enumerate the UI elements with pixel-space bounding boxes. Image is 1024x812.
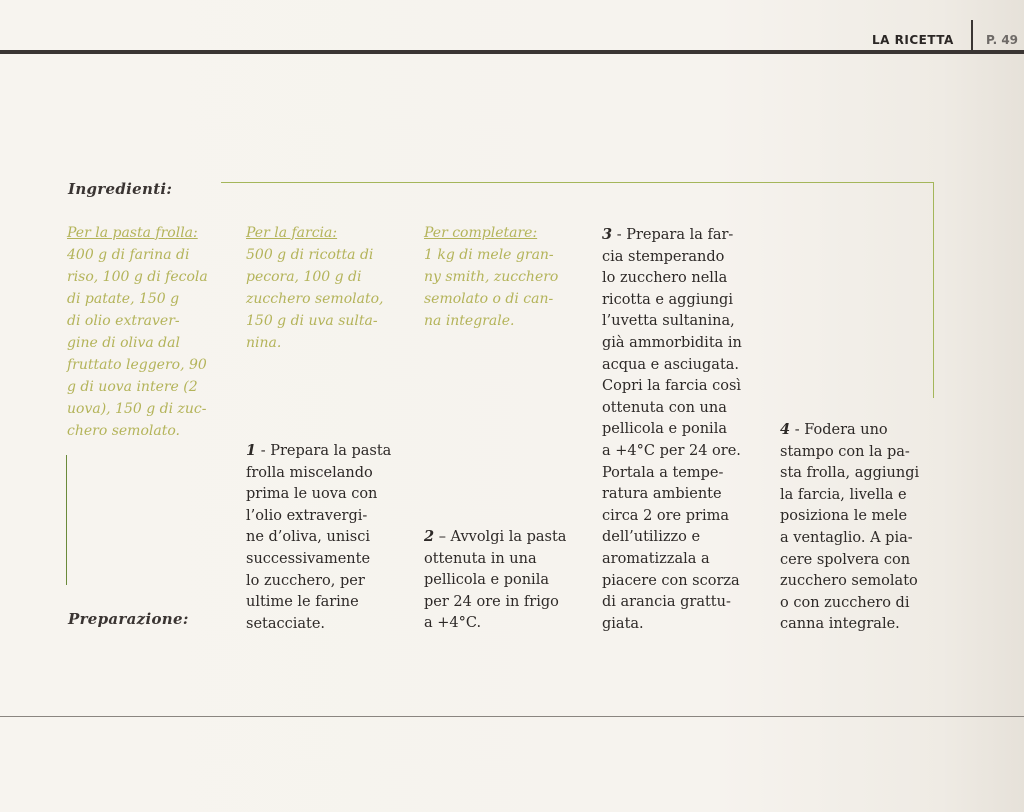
text-line: dell’utilizzo e: [602, 529, 701, 546]
text-line: l’olio extravergi-: [246, 507, 368, 524]
ingredient-group-title: Per la farcia:: [246, 225, 338, 241]
text-line: 500 g di ricotta di: [246, 247, 374, 263]
text-line: na integrale.: [424, 313, 515, 329]
text-line: di olio extraver-: [67, 313, 180, 329]
step-1: [246, 440, 416, 635]
text-line: Copri la farcia così: [602, 378, 742, 395]
text-line: aromatizzala a: [602, 550, 710, 567]
step-3: [602, 224, 774, 635]
text-line: - Prepara la pasta: [260, 443, 392, 459]
ingredients-heading: Ingredienti:: [68, 180, 173, 198]
text-line: 150 g di uva sulta-: [246, 313, 378, 329]
step-text: [424, 529, 566, 631]
step-text: [780, 422, 919, 632]
text-line: lo zucchero nella: [602, 270, 728, 287]
text-line: ottenuta in una: [424, 550, 537, 567]
text-line: posiziona le mele: [780, 508, 908, 525]
text-line: - Fodera uno: [794, 422, 888, 438]
text-line: prima le uova con: [246, 486, 378, 503]
text-line: setacciate.: [246, 615, 326, 632]
text-line: uova), 150 g di zuc-: [67, 401, 207, 417]
text-line: acqua e asciugata.: [602, 356, 740, 373]
text-line: a +4°C.: [424, 615, 482, 632]
text-line: semolato o di can-: [424, 291, 554, 307]
text-line: riso, 100 g di fecola: [67, 269, 208, 285]
text-line: per 24 ore in frigo: [424, 593, 559, 610]
text-line: pellicola e ponila: [602, 421, 727, 438]
text-line: – Avvolgi la pasta: [438, 529, 567, 545]
footer-rule: [0, 716, 1024, 717]
ingredient-lines: [246, 244, 406, 354]
text-line: ratura ambiente: [602, 486, 722, 503]
page-number: P. 49: [986, 33, 1019, 47]
step-text: [246, 443, 391, 632]
text-line: ultime le farine: [246, 594, 359, 611]
text-line: a +4°C per 24 ore.: [602, 442, 741, 459]
text-line: canna integrale.: [780, 616, 900, 633]
preparation-frame-left: [66, 455, 67, 585]
ingredients-frame-top: [221, 182, 934, 183]
text-line: chero semolato.: [67, 423, 180, 439]
text-line: circa 2 ore prima: [602, 507, 729, 524]
ingredients-pasta-frolla: [67, 222, 232, 442]
section-label: LA RICETTA: [872, 33, 954, 47]
text-line: o con zucchero di: [780, 594, 910, 611]
text-line: pellicola e ponila: [424, 572, 549, 589]
text-line: l’uvetta sultanina,: [602, 313, 735, 330]
text-line: la farcia, livella e: [780, 486, 907, 503]
text-line: 1 kg di mele gran-: [424, 247, 554, 263]
text-line: lo zucchero, per: [246, 572, 365, 589]
text-line: successivamente: [246, 550, 371, 567]
text-line: pecora, 100 g di: [246, 269, 362, 285]
text-line: nina.: [246, 335, 282, 351]
text-line: zucchero semolato: [780, 573, 918, 590]
text-line: ne d’oliva, unisci: [246, 529, 370, 546]
text-line: piacere con scorza: [602, 572, 740, 589]
step-number: 2: [424, 528, 435, 545]
text-line: cere spolvera con: [780, 551, 911, 568]
ingredient-group-title: Per completare:: [424, 225, 538, 241]
step-text: [602, 227, 742, 632]
text-line: di patate, 150 g: [67, 291, 180, 307]
text-line: già ammorbidita in: [602, 334, 742, 351]
preparation-heading: Preparazione:: [68, 610, 189, 628]
text-line: di arancia grattu-: [602, 594, 731, 611]
text-line: sta frolla, aggiungi: [780, 465, 920, 482]
text-line: stampo con la pa-: [780, 443, 910, 460]
step-number: 1: [246, 442, 257, 459]
header-divider: [971, 20, 973, 54]
ingredients-frame-right: [933, 182, 934, 398]
text-line: 400 g di farina di: [67, 247, 190, 263]
header-rule: [0, 50, 1024, 54]
step-4: [780, 419, 952, 636]
text-line: g di uova intere (2: [67, 379, 198, 395]
text-line: ny smith, zucchero: [424, 269, 559, 285]
text-line: a ventaglio. A pia-: [780, 529, 913, 546]
text-line: ottenuta con una: [602, 399, 727, 416]
text-line: fruttato leggero, 90: [67, 357, 207, 373]
text-line: giata.: [602, 615, 644, 632]
text-line: - Prepara la far-: [616, 227, 734, 243]
ingredients-completare: [424, 222, 584, 332]
text-line: Portala a tempe-: [602, 464, 724, 481]
text-line: ricotta e aggiungi: [602, 291, 733, 308]
step-number: 3: [602, 226, 613, 243]
text-line: gine di oliva dal: [67, 335, 180, 351]
ingredients-farcia: [246, 222, 406, 354]
ingredient-lines: [67, 244, 232, 442]
ingredient-lines: [424, 244, 584, 332]
step-number: 4: [780, 421, 791, 438]
step-2: [424, 526, 594, 635]
text-line: zucchero semolato,: [246, 291, 384, 307]
ingredient-group-title: Per la pasta frolla:: [67, 225, 198, 241]
text-line: cia stemperando: [602, 248, 725, 265]
text-line: frolla miscelando: [246, 464, 373, 481]
